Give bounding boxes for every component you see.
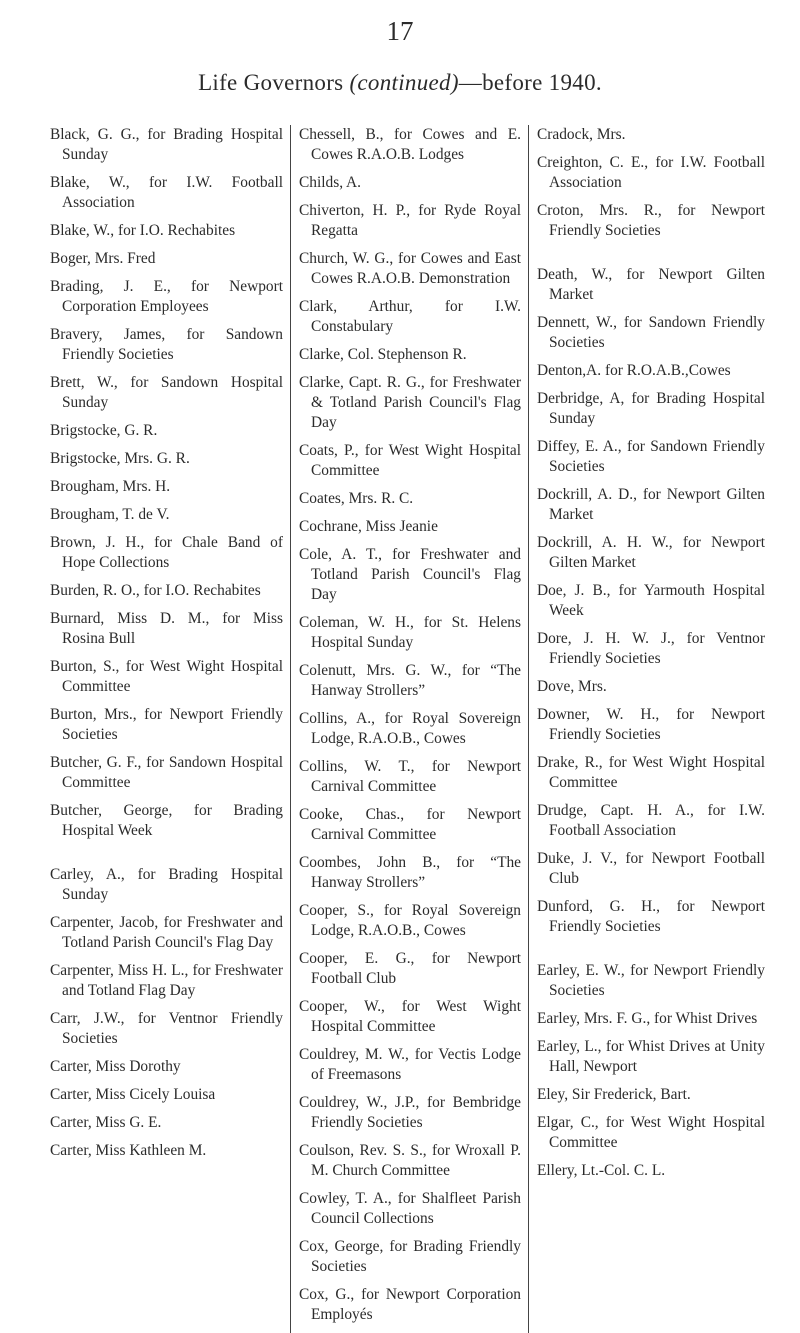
governor-entry: Croton, Mrs. R., for Newport Friendly Societies: [537, 202, 765, 239]
governor-entry: Duke, J. V., for Newport Football Club: [537, 850, 765, 887]
governor-entry: Creighton, C. E., for I.W. Football Association: [537, 154, 765, 191]
governor-entry: Carpenter, Miss H. L., for Freshwater and Totland Flag Day: [50, 962, 283, 999]
governor-entry: Downer, W. H., for Newport Friendly Societies: [537, 706, 765, 743]
governor-entry: Carr, J.W., for Ventnor Friendly Societies: [50, 1010, 283, 1047]
governor-entry: Death, W., for Newport Gilten Market: [537, 266, 765, 303]
governor-entry: Carpenter, Jacob, for Freshwater and Totland Parish Council's Flag Day: [50, 914, 283, 951]
governor-entry: Coats, P., for West Wight Hospital Committee: [299, 442, 521, 479]
governor-entry: Cooper, W., for West Wight Hospital Committee: [299, 998, 521, 1035]
governor-entry: Dove, Mrs.: [537, 678, 607, 695]
governor-entry: Doe, J. B., for Yarmouth Hospital Week: [537, 582, 765, 619]
title-suffix: —before 1940.: [458, 70, 602, 95]
governor-entry: Butcher, George, for Brading Hospital Week: [50, 802, 283, 839]
section-gap: [50, 849, 283, 865]
governor-entry: Church, W. G., for Cowes and East Cowes R.A.O.B. Demonstration: [299, 250, 521, 287]
page-number: 17: [386, 16, 414, 46]
governor-entry: Cooke, Chas., for Newport Carnival Committee: [299, 806, 521, 843]
governor-entry: Dockrill, A. D., for Newport Gilten Market: [537, 486, 765, 523]
governor-entry: Butcher, G. F., for Sandown Hospital Committee: [50, 754, 283, 791]
governor-entry: Diffey, E. A., for Sandown Friendly Societies: [537, 438, 765, 475]
governor-entry: Cooper, E. G., for Newport Football Club: [299, 950, 521, 987]
page-title: [0, 68, 800, 98]
governor-entry: Coulson, Rev. S. S., for Wroxall P. M. Church Committee: [299, 1142, 521, 1179]
governor-entry: Drudge, Capt. H. A., for I.W. Football Association: [537, 802, 765, 839]
governor-entry: Black, G. G., for Brading Hospital Sunday: [50, 126, 283, 163]
governor-entry: Clarke, Capt. R. G., for Freshwater & Totland Parish Council's Flag Day: [299, 374, 521, 431]
governor-entry: Couldrey, M. W., for Vectis Lodge of Freemasons: [299, 1046, 521, 1083]
governor-entry: Dennett, W., for Sandown Friendly Societies: [537, 314, 765, 351]
section-gap: [537, 249, 765, 265]
governor-entry: Drake, R., for West Wight Hospital Committee: [537, 754, 765, 791]
governor-entry: Eley, Sir Frederick, Bart.: [537, 1086, 691, 1103]
governor-entry: Burton, Mrs., for Newport Friendly Societies: [50, 706, 283, 743]
governor-entry: Coombes, John B., for “The Hanway Strollers”: [299, 854, 521, 891]
governor-entry: Blake, W., for I.W. Football Association: [50, 174, 283, 211]
governor-entry: Collins, W. T., for Newport Carnival Committee: [299, 758, 521, 795]
governor-entry: Clarke, Col. Stephenson R.: [299, 346, 467, 363]
governor-entry: Earley, E. W., for Newport Friendly Societies: [537, 962, 765, 999]
governor-entry: Boger, Mrs. Fred: [50, 250, 156, 267]
governor-entry: Dore, J. H. W. J., for Ventnor Friendly Societies: [537, 630, 765, 667]
governor-entry: Chiverton, H. P., for Ryde Royal Regatta: [299, 202, 521, 239]
governor-entry: Dockrill, A. H. W., for Newport Gilten Market: [537, 534, 765, 571]
governor-entry: Earley, Mrs. F. G., for Whist Drives: [537, 1010, 758, 1027]
governor-entry: Elgar, C., for West Wight Hospital Committee: [537, 1114, 765, 1151]
governor-entry: Carter, Miss Dorothy: [50, 1058, 181, 1075]
governor-entry: Carter, Miss Kathleen M.: [50, 1142, 207, 1159]
governor-entry: Cochrane, Miss Jeanie: [299, 518, 438, 535]
governor-entry: Derbridge, A, for Brading Hospital Sunday: [537, 390, 765, 427]
governor-entry: Cradock, Mrs.: [537, 126, 626, 143]
governor-entry: Clark, Arthur, for I.W. Constabulary: [299, 298, 521, 335]
section-gap: [537, 945, 765, 961]
governor-entry: Carter, Miss G. E.: [50, 1114, 162, 1131]
governor-entry: Chessell, B., for Cowes and E. Cowes R.A.O.B. Lodges: [299, 126, 521, 163]
governor-entry: Colenutt, Mrs. G. W., for “The Hanway Strollers”: [299, 662, 521, 699]
column-3: [528, 125, 772, 1333]
governor-entry: Burton, S., for West Wight Hospital Committee: [50, 658, 283, 695]
governor-entry: Dunford, G. H., for Newport Friendly Societies: [537, 898, 765, 935]
governor-entry: Brown, J. H., for Chale Band of Hope Collections: [50, 534, 283, 571]
title-italic: (continued): [349, 70, 459, 95]
governor-entry: Cole, A. T., for Freshwater and Totland Parish Council's Flag Day: [299, 546, 521, 603]
governor-entry: Brading, J. E., for Newport Corporation Employees: [50, 278, 283, 315]
governor-entry: Brigstocke, G. R.: [50, 422, 158, 439]
governor-entry: Brougham, T. de V.: [50, 506, 170, 523]
governor-entry: Coates, Mrs. R. C.: [299, 490, 414, 507]
column-2: [290, 125, 528, 1333]
column-1: [50, 125, 290, 1333]
governor-entry: Ellery, Lt.-Col. C. L.: [537, 1162, 666, 1179]
governor-entry: Brigstocke, Mrs. G. R.: [50, 450, 190, 467]
governor-entry: Blake, W., for I.O. Rechabites: [50, 222, 236, 239]
governor-entry: Denton,A. for R.O.A.B.,Cowes: [537, 362, 731, 379]
governor-entry: Cowley, T. A., for Shalfleet Parish Council Collections: [299, 1190, 521, 1227]
governor-entry: Carter, Miss Cicely Louisa: [50, 1086, 216, 1103]
governor-entry: Burden, R. O., for I.O. Rechabites: [50, 582, 261, 599]
governor-entry: Cox, G., for Newport Corporation Employés: [299, 1286, 521, 1323]
title-prefix: Life Governors: [198, 70, 350, 95]
governor-entry: Bravery, James, for Sandown Friendly Societies: [50, 326, 283, 363]
governor-entry: Brett, W., for Sandown Hospital Sunday: [50, 374, 283, 411]
governor-entry: Burnard, Miss D. M., for Miss Rosina Bull: [50, 610, 283, 647]
governor-entry: Collins, A., for Royal Sovereign Lodge, R.A.O.B., Cowes: [299, 710, 521, 747]
governor-entry: Cox, George, for Brading Friendly Societies: [299, 1238, 521, 1275]
governor-entry: Earley, L., for Whist Drives at Unity Hall, Newport: [537, 1038, 765, 1075]
governor-entry: Coleman, W. H., for St. Helens Hospital Sunday: [299, 614, 521, 651]
governor-entry: Childs, A.: [299, 174, 362, 191]
governor-entry: Carley, A., for Brading Hospital Sunday: [50, 866, 283, 903]
governor-entry: Brougham, Mrs. H.: [50, 478, 171, 495]
governor-entry: Cooper, S., for Royal Sovereign Lodge, R.A.O.B., Cowes: [299, 902, 521, 939]
entries-columns: [50, 125, 772, 1333]
governor-entry: Couldrey, W., J.P., for Bembridge Friendly Societies: [299, 1094, 521, 1131]
